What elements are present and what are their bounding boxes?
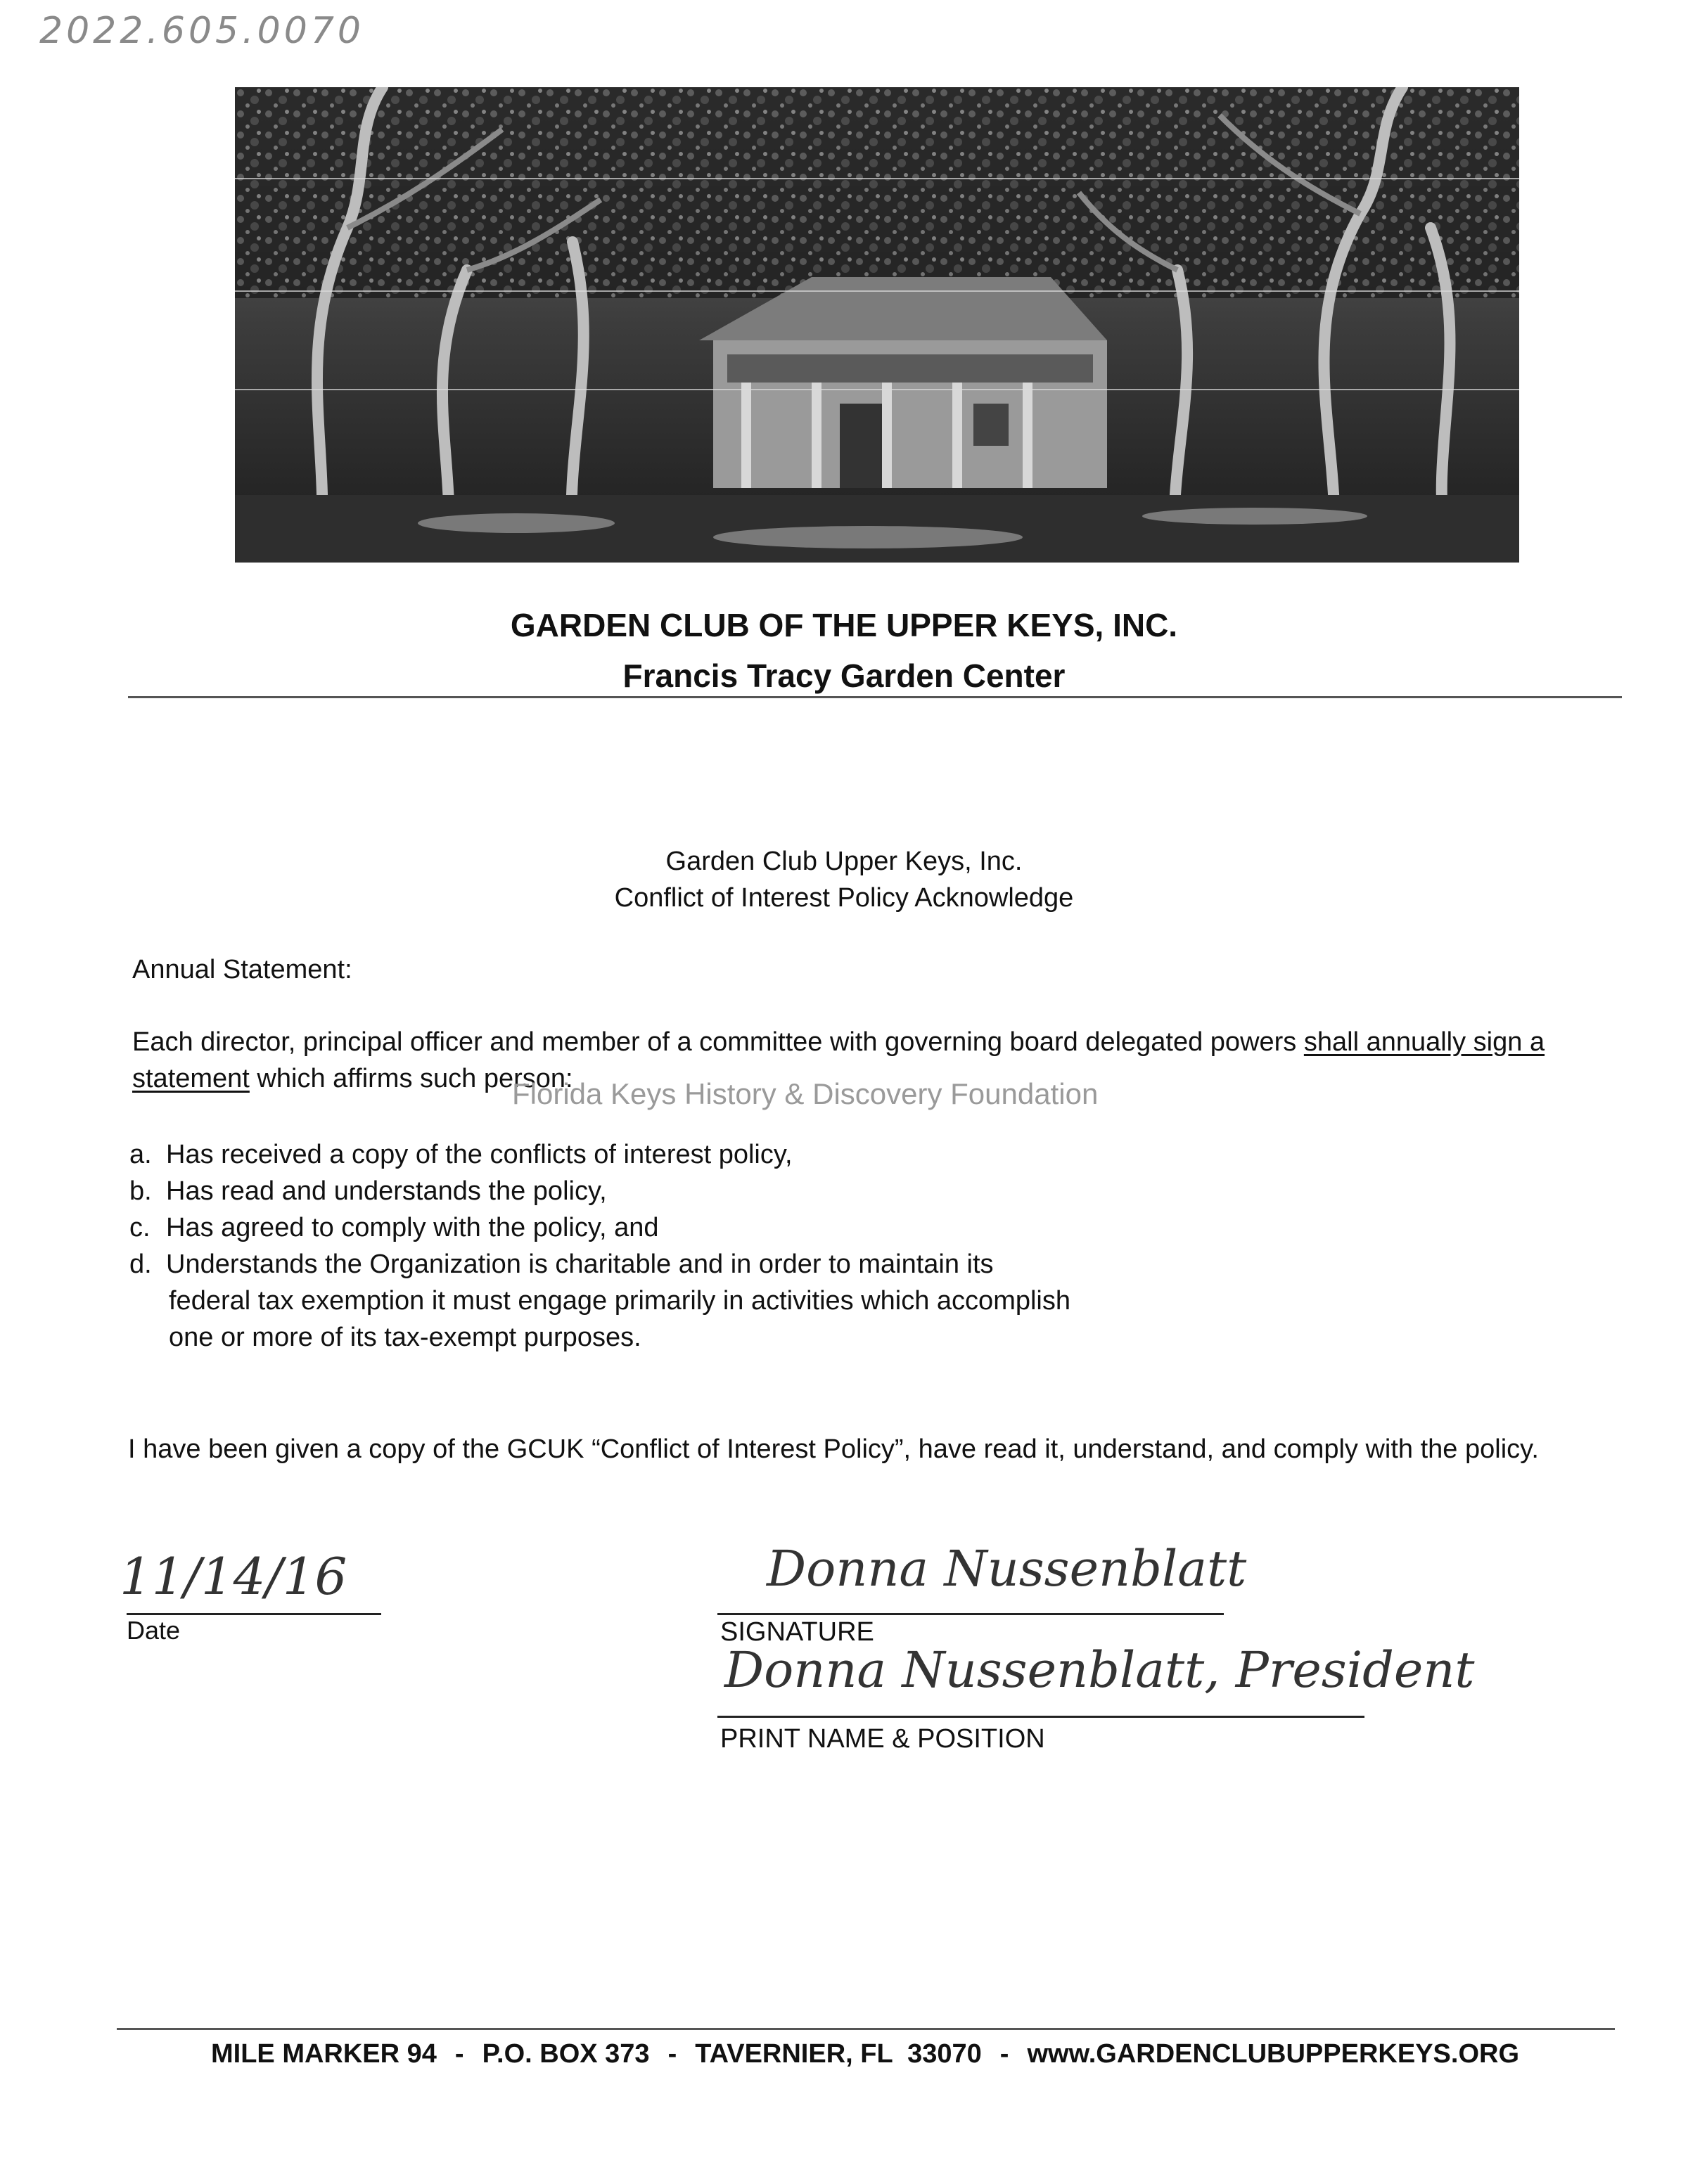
annual-statement-label: Annual Statement: (132, 955, 352, 984)
list-item-text: Has received a copy of the conflicts of interest policy, (166, 1140, 793, 1169)
list-item (129, 1209, 1070, 1246)
organization-subtitle: Francis Tracy Garden Center (622, 657, 1066, 694)
document-heading: Conflict of Interest Policy Acknowledge (614, 883, 1074, 913)
signature-handwritten: Donna Nussenblatt (767, 1540, 1247, 1598)
print-name-label: PRINT NAME & POSITION (720, 1724, 1045, 1754)
print-name-line (717, 1716, 1364, 1718)
footer-separator: - (999, 2039, 1009, 2069)
list-item-text: Understands the Organization is charitable and in order to maintain its (166, 1250, 994, 1279)
list-item-text: Has read and understands the policy, (166, 1176, 607, 1206)
list-item (129, 1136, 1070, 1173)
header-photo-garden-house (235, 87, 1519, 563)
intro-text-end: which affirms such person: (249, 1064, 573, 1093)
list-marker: c. (129, 1213, 151, 1242)
footer-divider (117, 2028, 1615, 2030)
acknowledgement-statement: I have been given a copy of the GCUK “Conflict of Interest Policy”, have read it, understand, and comply with the policy. (128, 1434, 1539, 1464)
date-label: Date (127, 1616, 181, 1645)
list-item-continuation: federal tax exemption it must engage primarily in activities which accomplish (169, 1286, 1070, 1316)
intro-underlined-text: shall annually sign a statement (132, 1027, 1545, 1093)
signature-line (717, 1613, 1224, 1615)
list-marker: a. (129, 1140, 152, 1169)
print-name-handwritten: Donna Nussenblatt, President (724, 1641, 1475, 1699)
list-item (129, 1173, 1070, 1209)
intro-text-start: Each director, principal officer and member of a committee with governing board delegated powers (132, 1027, 1304, 1057)
signature-label: SIGNATURE (720, 1617, 874, 1647)
list-marker: d. (129, 1250, 152, 1279)
footer-separator: - (667, 2039, 677, 2069)
list-item (129, 1246, 1070, 1356)
house-illustration (699, 277, 1107, 488)
footer-mile-marker: MILE MARKER 94 (211, 2039, 437, 2069)
date-handwritten: 11/14/16 (120, 1547, 347, 1606)
footer-website: www.GARDENCLUBUPPERKEYS.ORG (1027, 2039, 1520, 2069)
list-item-text: Has agreed to comply with the policy, and (166, 1213, 659, 1242)
header-divider (128, 696, 1622, 698)
list-item-continuation: one or more of its tax-exempt purposes. (169, 1323, 641, 1352)
accession-number: 2022.605.0070 (39, 10, 364, 52)
affirmation-list (129, 1136, 1070, 1356)
document-org: Garden Club Upper Keys, Inc. (665, 847, 1023, 876)
footer-city: TAVERNIER, FL 33070 (695, 2039, 982, 2069)
footer-separator: - (454, 2039, 464, 2069)
footer-address (211, 2039, 1519, 2069)
list-marker: b. (129, 1176, 152, 1206)
watermark: Florida Keys History & Discovery Foundation (512, 1077, 1099, 1110)
date-line (127, 1613, 381, 1615)
footer-po-box: P.O. BOX 373 (482, 2039, 650, 2069)
organization-title: GARDEN CLUB OF THE UPPER KEYS, INC. (510, 607, 1178, 643)
